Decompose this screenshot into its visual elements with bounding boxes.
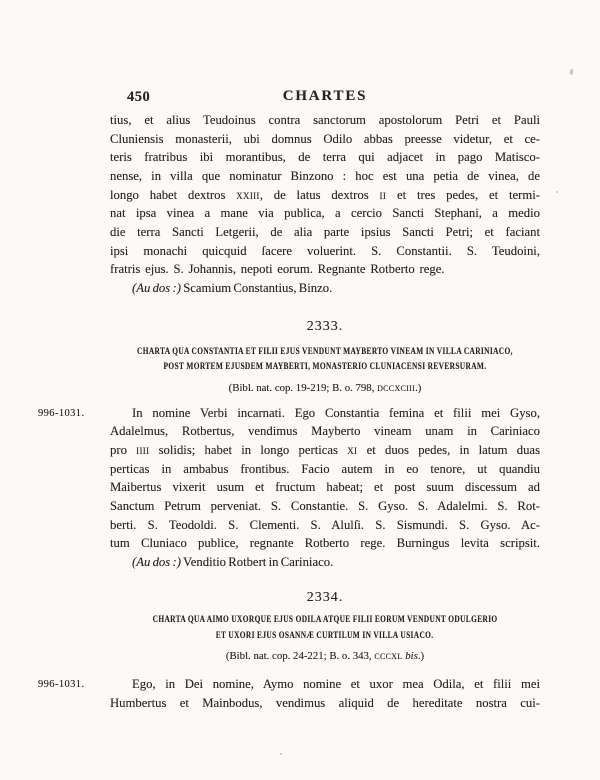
au-dos-line: (Au dos :) Venditio Rotbert in Cariniaco. (132, 554, 334, 569)
charter-source-reference: (Bibl. nat. cop. 24-221; B. o. 343, cccxl bis.) (225, 650, 425, 663)
charter-heading-line (110, 345, 540, 361)
text-line: Ego, in Dei nomine, Aymo nomine et uxor mea Odila, et filii mei (132, 677, 540, 692)
charter-section-2333 (38, 318, 540, 572)
charter-section-2334 (38, 589, 540, 712)
text-line: tum Cluniaco publice, regnante Rotberto rege. Burningus levita scripsit. (110, 536, 540, 551)
text-line: die terra Sancti Letgerii, de alia parte ipsius Sancti Petri; et faciant (110, 224, 540, 239)
charter-heading (110, 345, 540, 376)
margin-date: 996-1031. (38, 407, 85, 419)
charter-continuation-paragraph (110, 111, 540, 298)
charter-heading-text: ET UXORI EJUS OSANNÆ CURTILUM IN VILLA USIACO. (216, 630, 434, 641)
charter-heading-text: CHARTA QUA AIMO UXORQUE EJUS ODILA ATQUE FILII EORUM VENDUNT ODULGERIO (152, 615, 498, 626)
text-line: Adalelmus, Rotbertus, vendimus Mayberto vineam unam in Cariniaco (110, 424, 540, 439)
text-line: In nomine Verbi incarnati. Ego Constantia femina et filii mei Gyso, (132, 405, 540, 420)
text-line: Sanctum Petrum perveniat. S. Constantie. S. Gyso. S. Adalelmi. S. Rot- (110, 498, 540, 513)
text-line: perticas in ambabus frontibus. Facio autem in eo tenore, ut quandiu (110, 461, 540, 476)
text-line: teris fratribus ibi morantibus, de terra qui adjacet in pago Matisco- (110, 150, 540, 165)
text-line: Maibertus vixerit usum et fructum habeat; et post suum discessum ad (110, 480, 540, 495)
text-line: nense, in villa que nominatur Binzono : hoc est una petia de vinea, de (110, 168, 540, 183)
text-line: Cluniensis monasterii, ubi domnus Odilo abbas preesse videtur, et ce- (110, 131, 540, 146)
margin-date: 996-1031. (38, 679, 85, 691)
charter-heading-text: POST MORTEM EJUSDEM MAYBERTI, MONASTERIO CLUNIACENSI REVERSURAM. (163, 362, 487, 373)
text-line: pro iiii solidis; habet in longo perticas xi et duos pedes, in latum duas (110, 442, 540, 457)
charter-heading-line (110, 613, 540, 629)
scan-speck (569, 69, 573, 75)
text-line: berti. S. Teodoldi. S. Clementi. S. Alulſi. S. Sismundi. S. Gyso. Ac- (110, 517, 540, 532)
running-head (110, 88, 540, 105)
charter-heading (110, 613, 540, 644)
charter-body (38, 404, 540, 572)
charter-source-reference: (Bibl. nat. cop. 19-219; B. o. 798, dccxciii.) (228, 381, 422, 394)
text-line: nat ipsa vinea a mane via publica, a cercio Sancti Stephani, a medio (110, 206, 540, 221)
charter-number: 2334. (306, 590, 344, 606)
au-dos-line: (Au dos :) Scamium Constantius, Binzo. (132, 280, 333, 295)
page-title: CHARTES (282, 88, 368, 104)
scan-speck (280, 753, 282, 755)
charter-heading-text: CHARTA QUA CONSTANTIA ET FILII EJUS VENDUNT MAYBERTO VINEAM IN VILLA CARINIACO, (137, 346, 513, 357)
text-line: tius, et alius Teudoinus contra sanctorum apostolorum Petri et Pauli (110, 113, 540, 127)
text-block (38, 88, 540, 713)
page-number: 450 (127, 89, 151, 105)
charter-heading-line (110, 360, 540, 376)
text-line: ipsi monachi quicquid ſacere voluerint. S. Constantii. S. Teudoini, (110, 243, 540, 258)
charter-number: 2333. (306, 318, 344, 334)
scan-speck (556, 191, 558, 193)
text-line: fratris ejus. S. Johannis, nepoti eorum. Regnante Rotberto rege. (110, 262, 445, 277)
text-line: Humbertus et Mainbodus, vendimus aliquid de hereditate nostra cui- (110, 696, 540, 711)
charter-body (38, 675, 540, 712)
text-line: longo habet dextros xxiii, de latus dextros ii et tres pedes, et termi- (110, 187, 540, 202)
charter-heading-line (110, 629, 540, 645)
